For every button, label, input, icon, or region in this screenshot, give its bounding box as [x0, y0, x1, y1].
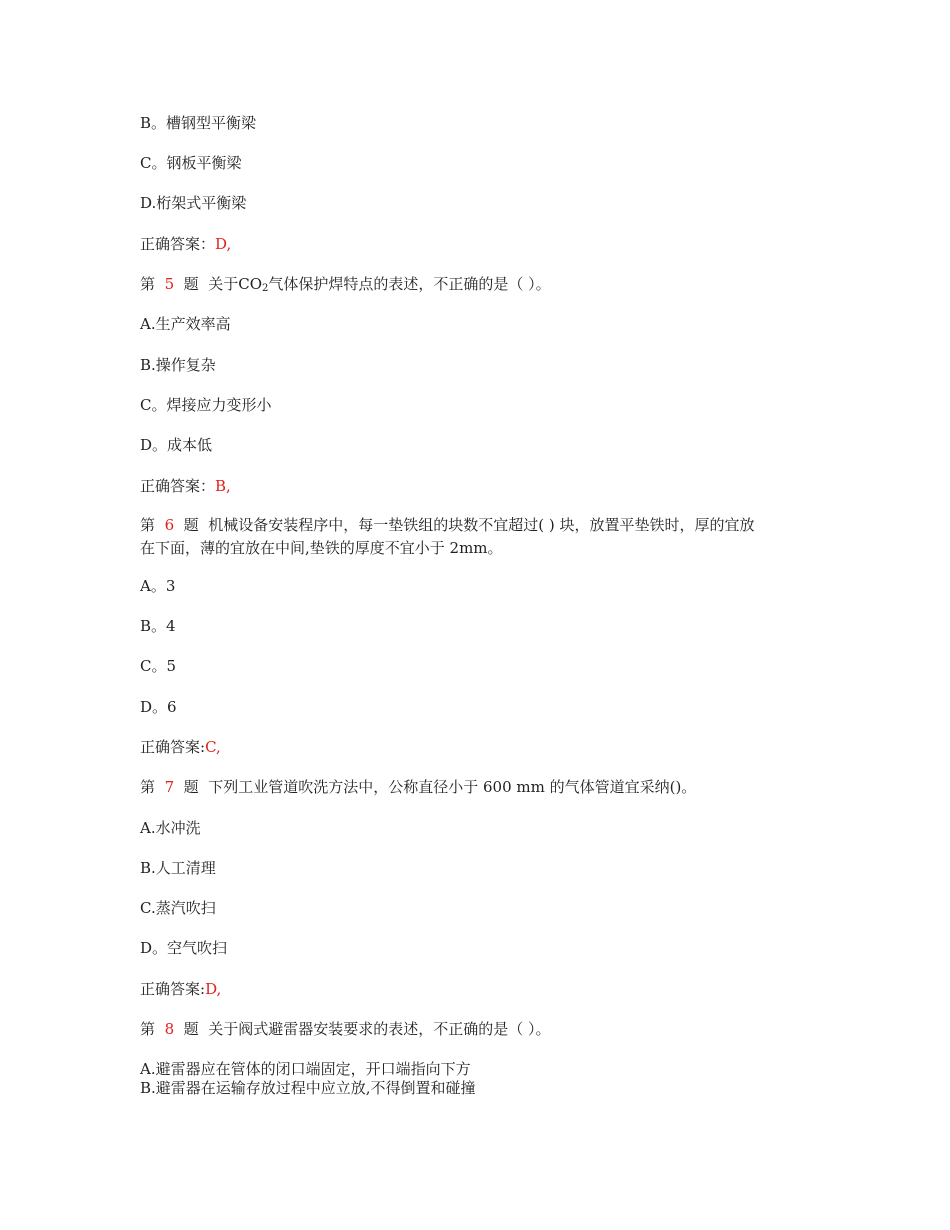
option-q4-c: C。钢板平衡梁	[140, 154, 242, 172]
answer-label: 正确答案：	[140, 477, 216, 495]
answer-value: D,	[205, 980, 222, 998]
question-suffix: 题	[183, 275, 199, 293]
option-q7-a: A.水冲洗	[140, 819, 201, 837]
question-number: 6	[164, 516, 175, 534]
answer-label: 正确答案:	[140, 980, 206, 998]
option-q4-d: D.桁架式平衡梁	[140, 194, 247, 212]
question-prefix: 第	[140, 516, 156, 534]
answer-q7	[140, 979, 221, 999]
answer-q6	[140, 737, 221, 757]
question-6	[140, 515, 754, 535]
question-8	[140, 1019, 551, 1039]
question-text: 机械设备安装程序中，每一垫铁组的块数不宜超过( ) 块，放置平垫铁时，厚的宜放	[208, 516, 755, 534]
question-prefix: 第	[140, 778, 156, 796]
answer-q4	[140, 234, 231, 254]
answer-value: C,	[205, 738, 221, 756]
answer-label: 正确答案:	[140, 738, 206, 756]
question-text: 下列工业管道吹洗方法中，公称直径小于 600 mm 的气体管道宜采纳()。	[208, 778, 697, 796]
question-5	[140, 274, 551, 299]
question-number: 8	[164, 1020, 175, 1038]
answer-value: D,	[215, 235, 232, 253]
option-q4-b: B。槽钢型平衡梁	[140, 114, 257, 132]
question-prefix: 第	[140, 275, 156, 293]
option-q7-c: C.蒸汽吹扫	[140, 899, 216, 917]
option-q5-b: B.操作复杂	[140, 356, 216, 374]
answer-q5	[140, 476, 231, 496]
option-q6-c: C。5	[140, 657, 177, 675]
question-7	[140, 777, 696, 797]
option-q6-b: B。4	[140, 617, 176, 635]
question-prefix: 第	[140, 1020, 156, 1038]
option-q5-c: C。焊接应力变形小	[140, 396, 272, 414]
question-text: 关于阀式避雷器安装要求的表述，不正确的是（ ）。	[208, 1020, 551, 1038]
option-q7-d: D。空气吹扫	[140, 939, 228, 957]
question-suffix: 题	[183, 516, 199, 534]
answer-label: 正确答案：	[140, 235, 216, 253]
option-q5-d: D。成本低	[140, 436, 213, 454]
option-q6-d: D。6	[140, 698, 177, 716]
option-q8-a: A.避雷器应在管体的闭口端固定，开口端指向下方	[140, 1060, 471, 1078]
answer-value: B,	[215, 477, 231, 495]
question-text: 关于$CO_2$气体保护焊特点的表述，不正确的是（ ）。	[208, 275, 551, 294]
question-number: 7	[164, 778, 175, 796]
option-q7-b: B.人工清理	[140, 859, 216, 877]
option-q8-b: B.避雷器在运输存放过程中应立放,不得倒置和碰撞	[140, 1079, 476, 1097]
option-q5-a: A.生产效率高	[140, 315, 231, 333]
question-6-continued: 在下面，薄的宜放在中间,垫铁的厚度不宜小于 2mm。	[140, 539, 503, 557]
option-q6-a: A。3	[140, 577, 176, 595]
question-suffix: 题	[183, 1020, 199, 1038]
question-suffix: 题	[183, 778, 199, 796]
question-number: 5	[164, 275, 175, 293]
